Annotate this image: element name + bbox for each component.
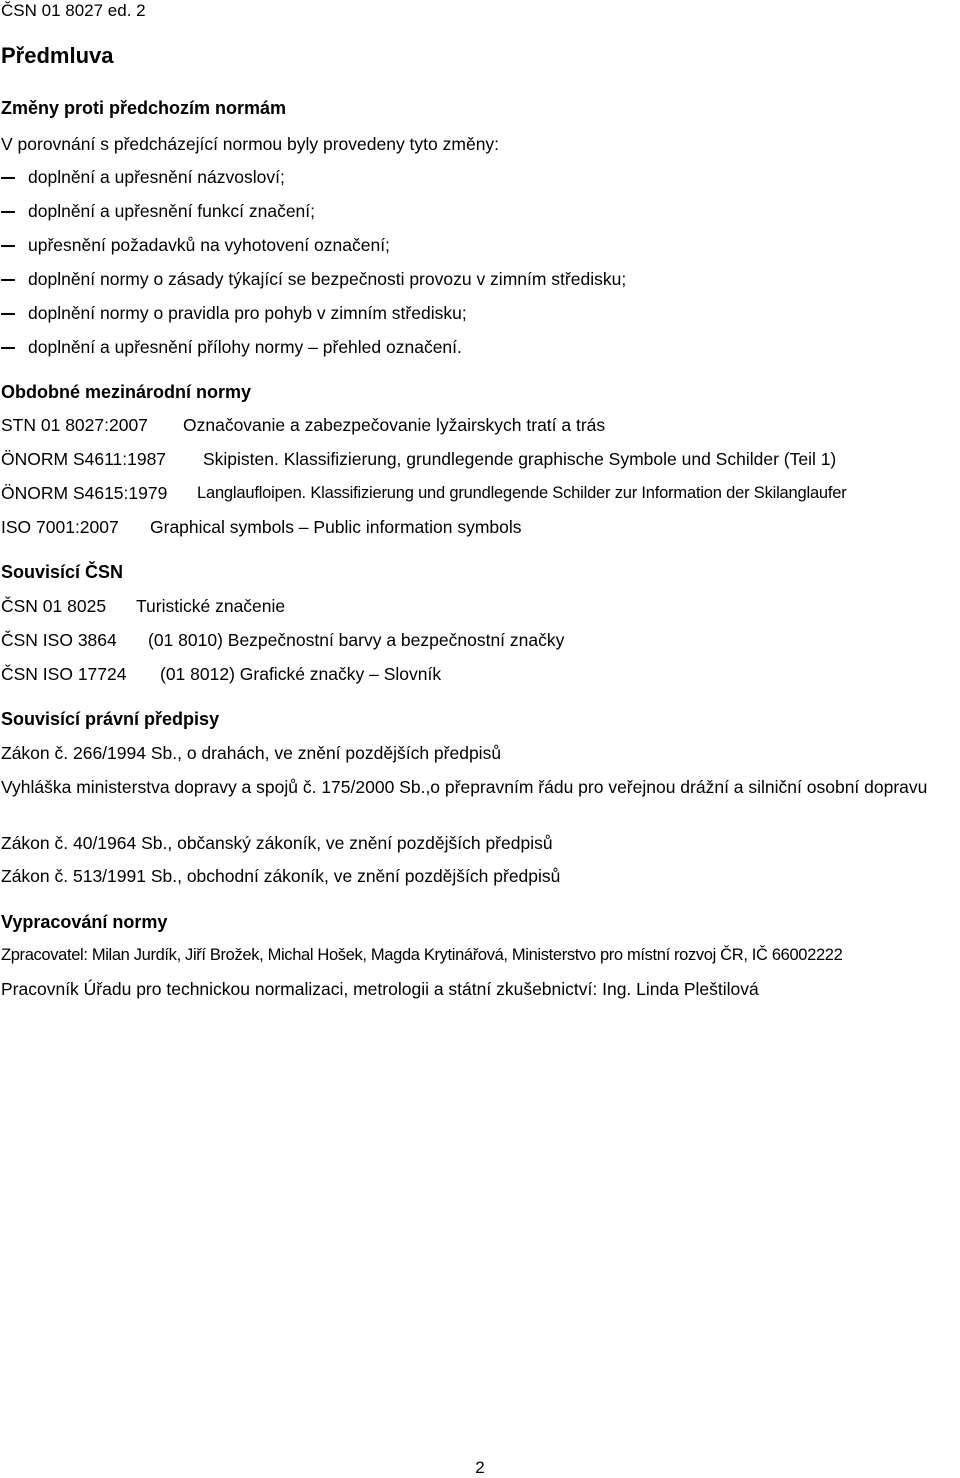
change-item: doplnění a upřesnění funkcí značení; [28,201,316,221]
change-item: doplnění normy o pravidla pro pohyb v zimním středisku; [28,303,467,323]
international-code: ÖNORM S4611:1987 [1,449,167,469]
legal-item: Zákon č. 266/1994 Sb., o drahách, ve znění pozdějších předpisů [1,743,502,763]
change-item: doplnění normy o zásady týkající se bezpečnosti provozu v zimním středisku; [28,269,627,289]
changes-intro: V porovnání s předcházející normou byly provedeny tyto změny: [1,134,500,154]
dash-icon [1,245,15,247]
related-csn-code: ČSN ISO 3864 [1,630,117,650]
legal-item: Zákon č. 513/1991 Sb., obchodní zákoník, ve znění pozdějších předpisů [1,866,561,886]
page-number: 2 [475,1458,485,1477]
international-title: Skipisten. Klassifizierung, grundlegende graphische Symbole und Schilder (Teil 1) [203,449,837,469]
document-id-header: ČSN 01 8027 ed. 2 [1,1,146,20]
preparation-office: Pracovník Úřadu pro technickou normalizaci, metrologii a státní zkušebnictví: Ing. Linda Pleštilová [1,979,759,999]
changes-heading: Změny proti předchozím normám [1,98,287,118]
international-code: ÖNORM S4615:1979 [1,483,168,503]
preparation-heading: Vypracování normy [1,912,168,932]
dash-icon [1,211,15,213]
legal-item: Vyhláška ministerstva dopravy a spojů č. 175/2000 Sb.,o přepravním řádu pro veřejnou drážní a silniční osobní dopravu [1,777,928,797]
international-title: Langlaufloipen. Klassifizierung und grundlegende Schilder zur Information der Skilanglaufer [197,484,847,502]
legal-item: Zákon č. 40/1964 Sb., občanský zákoník, ve znění pozdějších předpisů [1,833,553,853]
related-csn-title: (01 8012) Grafické značky – Slovník [160,664,442,684]
change-item: doplnění a upřesnění přílohy normy – přehled označení. [28,337,462,357]
related-csn-title: (01 8010) Bezpečnostní barvy a bezpečnostní značky [148,630,565,650]
related-csn-heading: Souvisící ČSN [1,562,124,582]
dash-icon [1,313,15,315]
dash-icon [1,347,15,349]
related-csn-code: ČSN ISO 17724 [1,664,127,684]
preparation-author: Zpracovatel: Milan Jurdík, Jiří Brožek, Michal Hošek, Magda Krytinářová, Ministerstvo pro místní rozvoj ČR, IČ 66002222 [1,946,843,964]
related-csn-title: Turistické značenie [136,596,286,616]
change-item: upřesnění požadavků na vyhotovení označení; [28,235,390,255]
international-title: Označovanie a zabezpečovanie lyžairskych tratí a trás [183,415,606,435]
dash-icon [1,177,15,179]
international-code: ISO 7001:2007 [1,517,119,537]
legal-heading: Souvisící právní předpisy [1,709,220,729]
related-csn-code: ČSN 01 8025 [1,596,107,616]
change-item: doplnění a upřesnění názvosloví; [28,167,285,187]
international-code: STN 01 8027:2007 [1,415,148,435]
dash-icon [1,279,15,281]
page-title: Předmluva [1,43,114,68]
international-title: Graphical symbols – Public information symbols [150,517,522,537]
international-heading: Obdobné mezinárodní normy [1,382,252,402]
